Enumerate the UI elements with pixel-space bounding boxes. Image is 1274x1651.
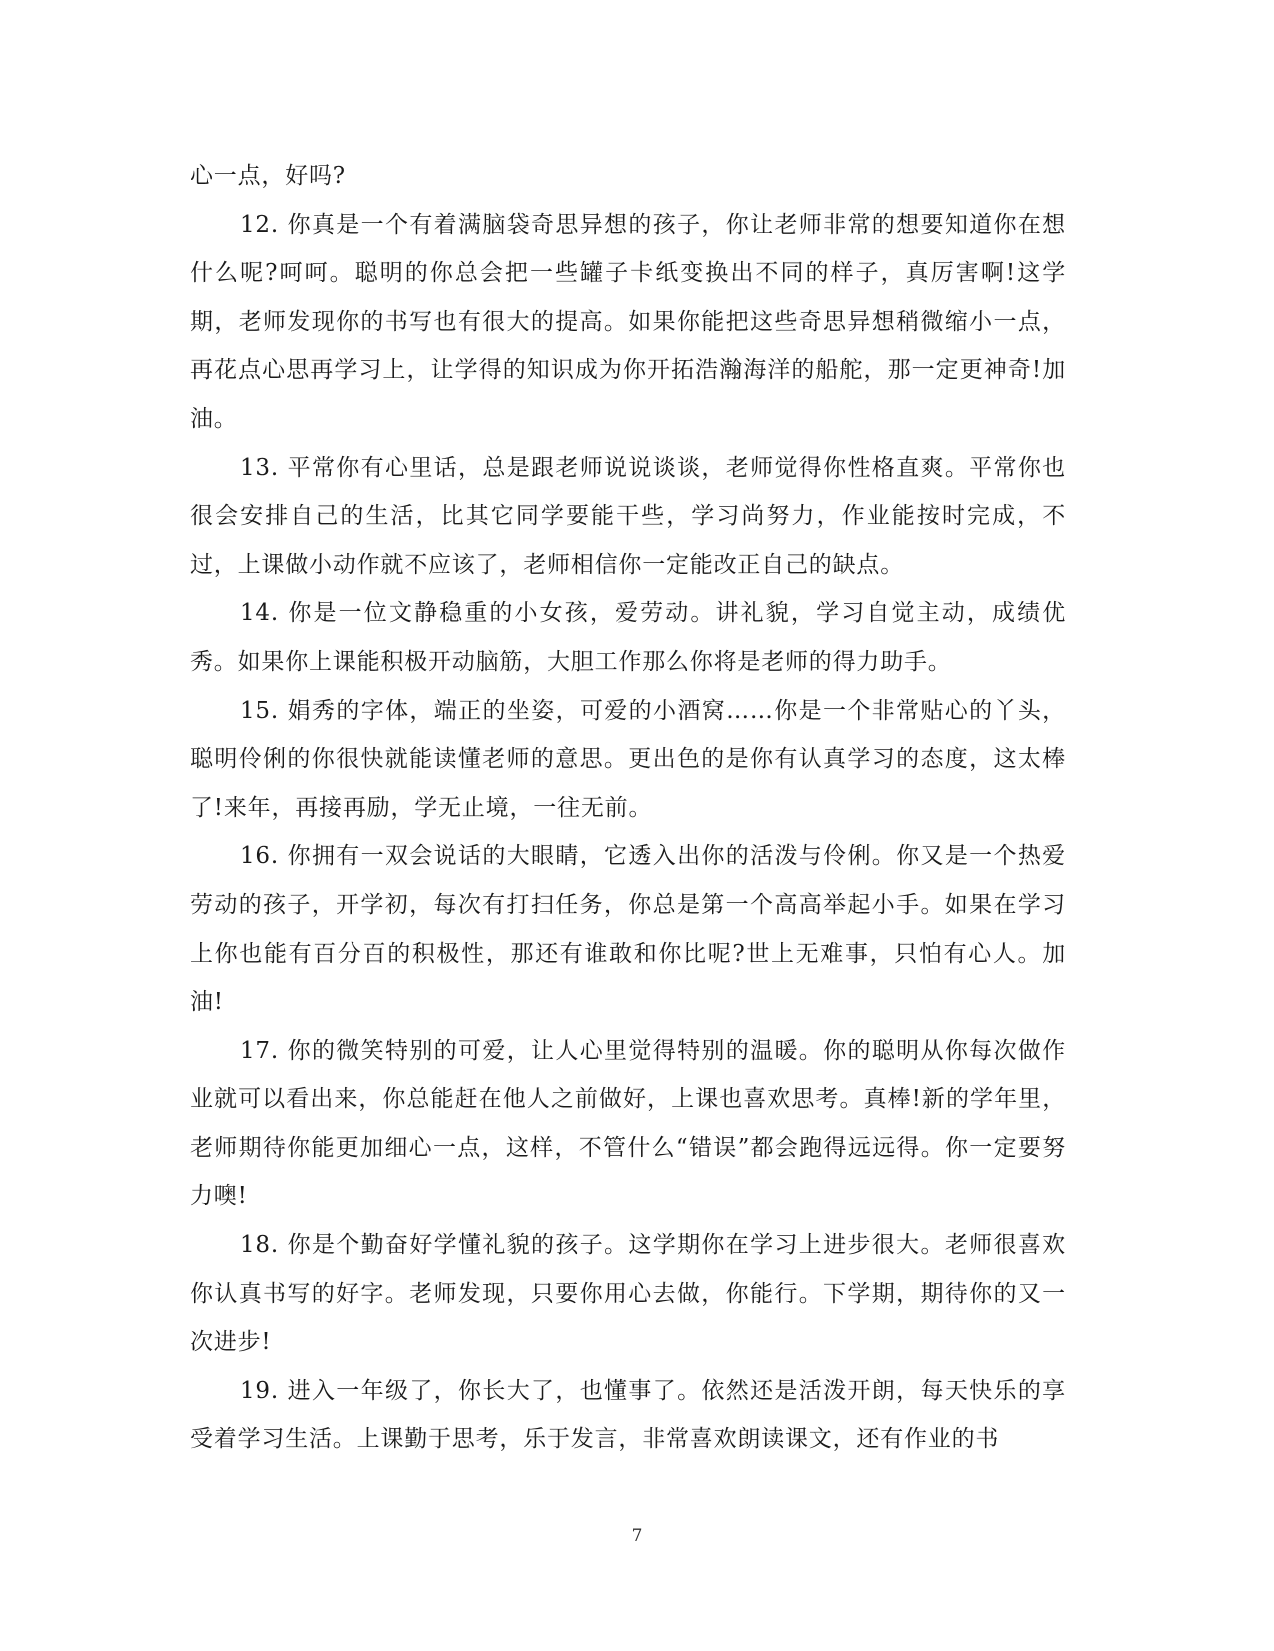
paragraph-item-13: 13. 平常你有心里话，总是跟老师说说谈谈，老师觉得你性格直爽。平常你也很会安排自己的生活，比其它同学要能干些，学习尚努力，作业能按时完成，不过，上课做小动作就不应该了，老师相信你一定能改正自己的缺点。 bbox=[190, 454, 1066, 578]
paragraph-item-19: 19. 进入一年级了，你长大了，也懂事了。依然还是活泼开朗，每天快乐的享受着学习生活。上课勤于思考，乐于发言，非常喜欢朗读课文，还有作业的书 bbox=[190, 1377, 1066, 1453]
paragraph-item-15: 15. 娟秀的字体，端正的坐姿，可爱的小酒窝……你是一个非常贴心的丫头，聪明伶俐的你很快就能读懂老师的意思。更出色的是你有认真学习的态度，这太棒了!来年，再接再励，学无止境，一往无前。 bbox=[190, 697, 1066, 821]
document-body bbox=[190, 152, 1066, 1464]
paragraph-item-16: 16. 你拥有一双会说话的大眼睛，它透入出你的活泼与伶俐。你又是一个热爱劳动的孩子，开学初，每次有打扫任务，你总是第一个高高举起小手。如果在学习上你也能有百分百的积极性，那还有谁敢和你比呢?世上无难事，只怕有心人。加油! bbox=[190, 843, 1066, 1016]
paragraph-item-17: 17. 你的微笑特别的可爱，让人心里觉得特别的温暖。你的聪明从你每次做作业就可以看出来，你总能赶在他人之前做好，上课也喜欢思考。真棒!新的学年里，老师期待你能更加细心一点，这样，不管什么“错误”都会跑得远远得。你一定要努力噢! bbox=[190, 1037, 1066, 1210]
paragraph-item-14: 14. 你是一位文静稳重的小女孩，爱劳动。讲礼貌，学习自觉主动，成绩优秀。如果你上课能积极开动脑筋，大胆工作那么你将是老师的得力助手。 bbox=[190, 600, 1066, 675]
page-number: 7 bbox=[631, 1526, 643, 1546]
paragraph-item-12: 12. 你真是一个有着满脑袋奇思异想的孩子，你让老师非常的想要知道你在想什么呢?呵呵。聪明的你总会把一些罐子卡纸变换出不同的样子，真厉害啊!这学期，老师发现你的书写也有很大的提高。如果你能把这些奇思异想稍微缩小一点，再花点心思再学习上，让学得的知识成为你开拓浩瀚海洋的船舵，那一定更神奇!加油。 bbox=[190, 211, 1066, 432]
paragraph-item-18: 18. 你是个勤奋好学懂礼貌的孩子。这学期你在学习上进步很大。老师很喜欢你认真书写的好字。老师发现，只要你用心去做，你能行。下学期，期待你的又一次进步! bbox=[190, 1232, 1066, 1356]
paragraph-continuation: 心一点，好吗? bbox=[190, 163, 346, 189]
